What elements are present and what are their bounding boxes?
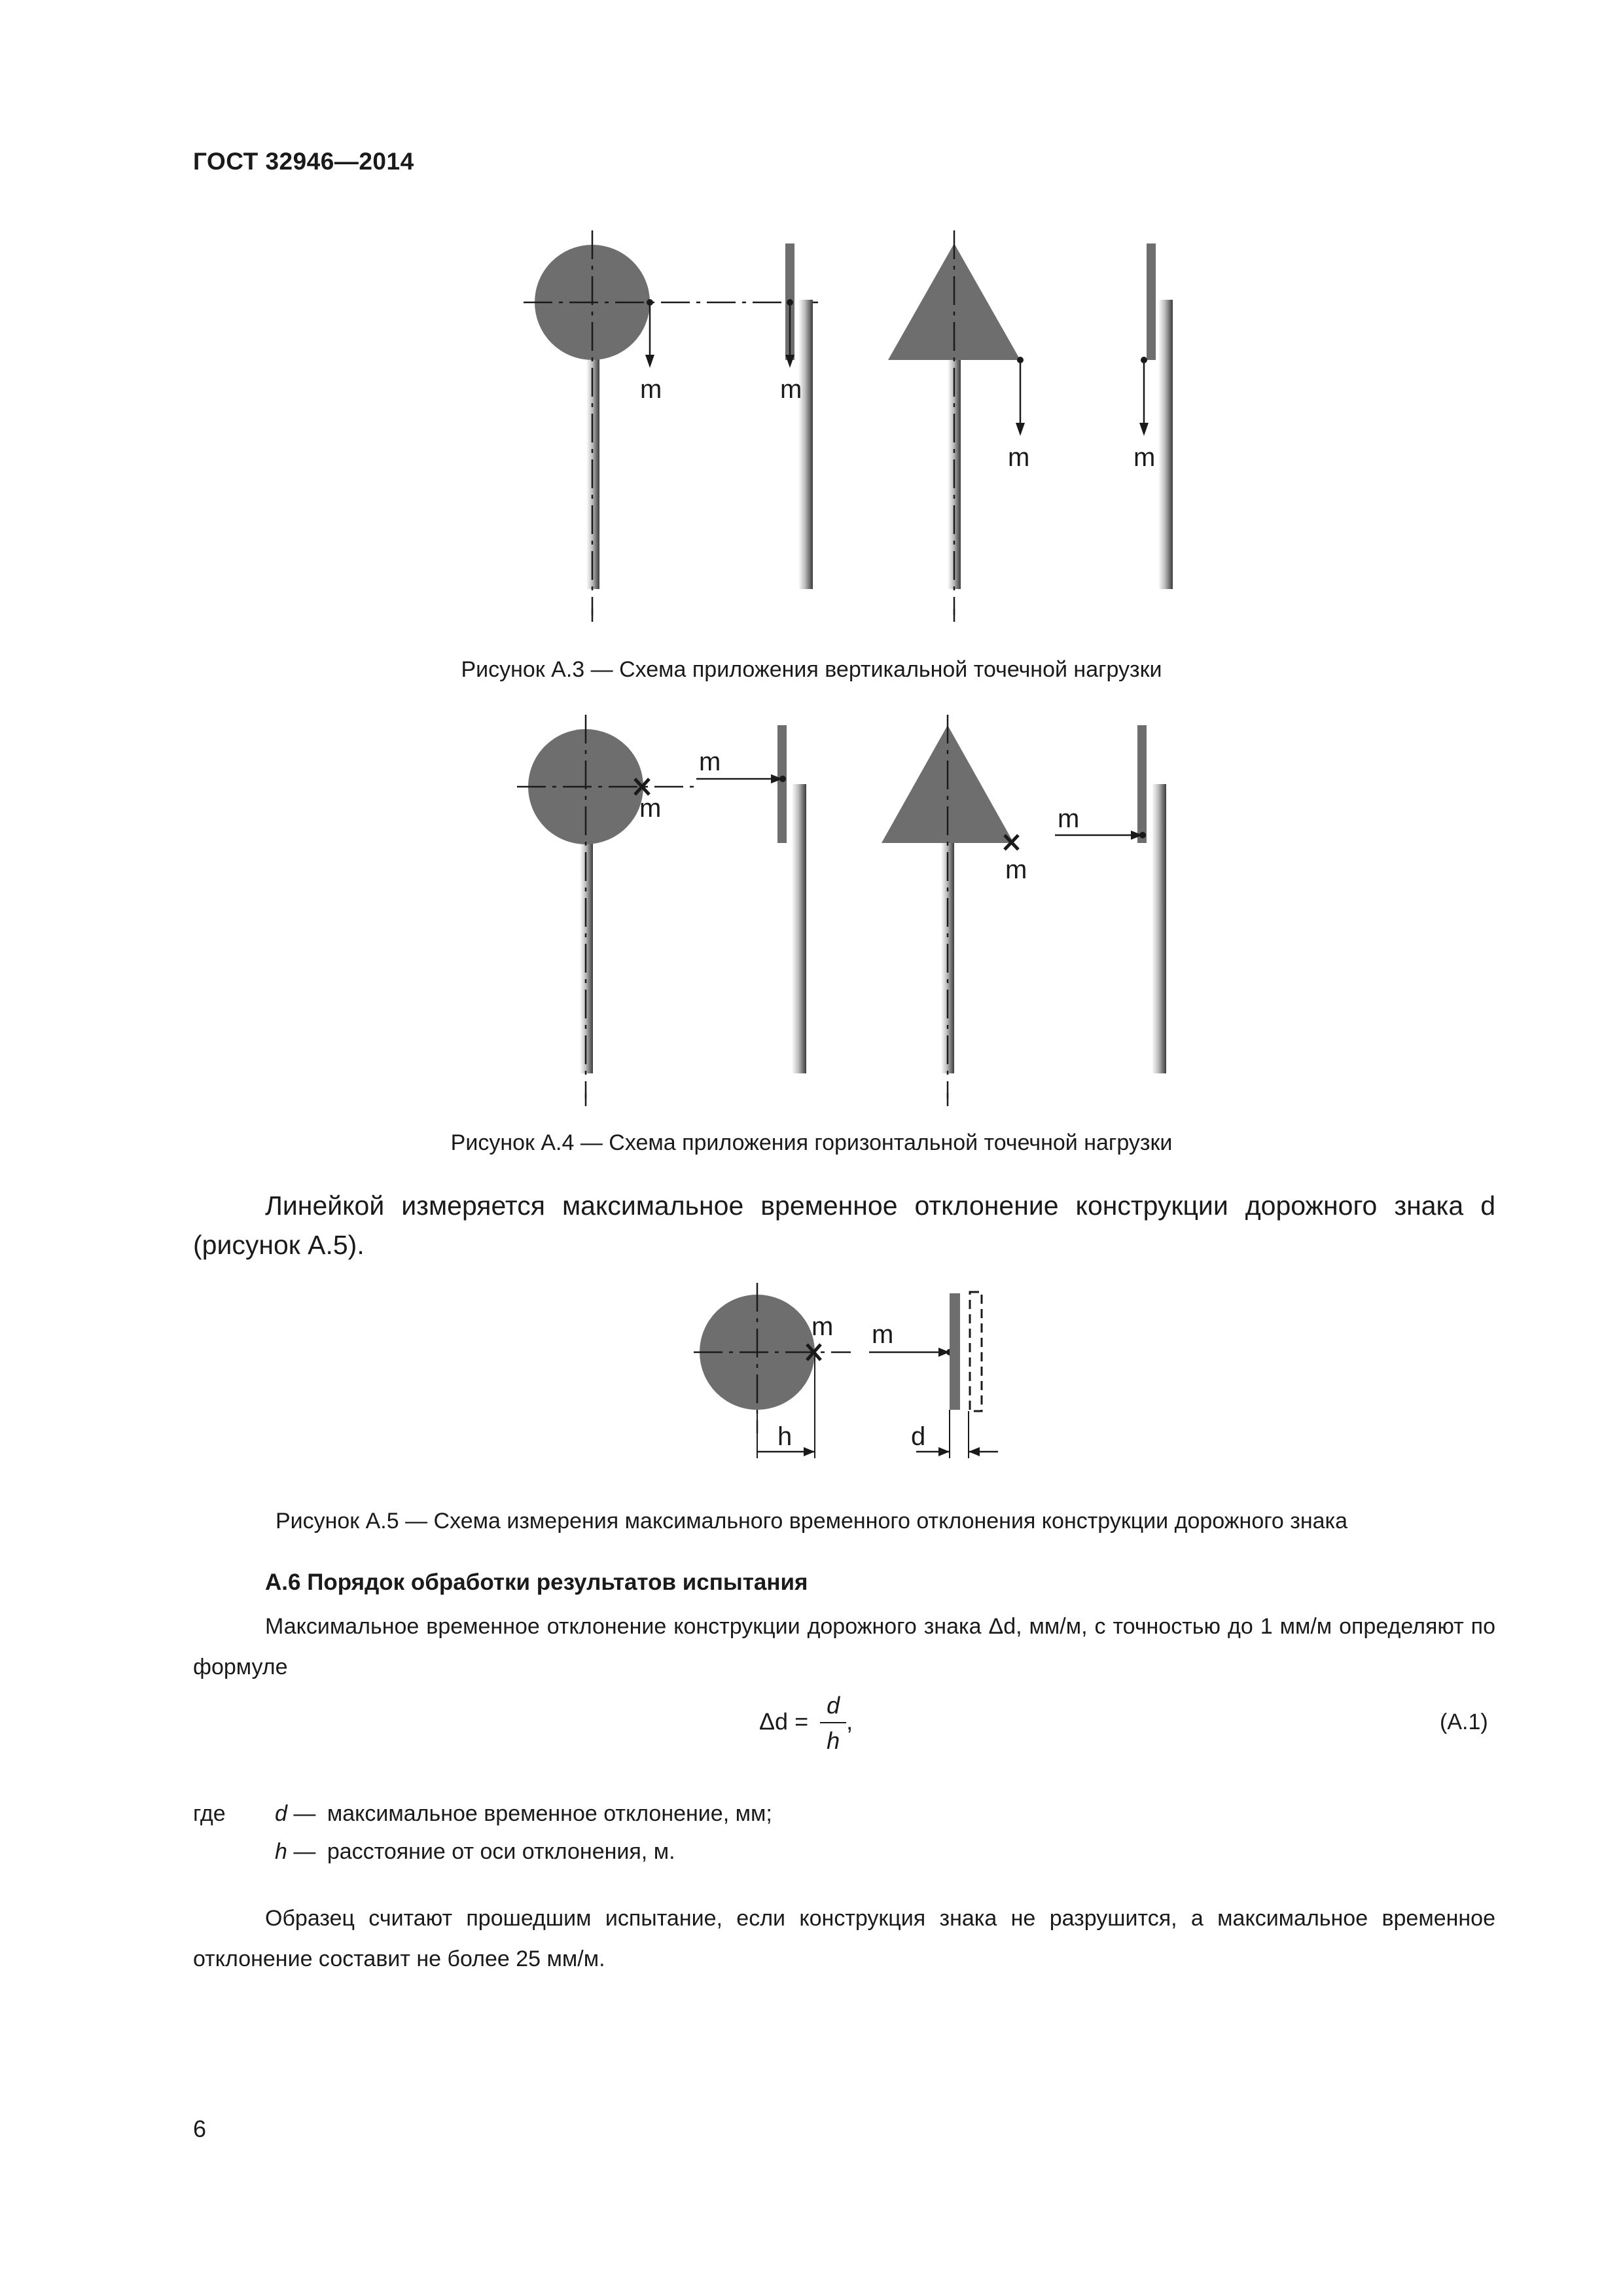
load-label-m: m — [780, 375, 802, 404]
dimension-label-h: h — [777, 1422, 793, 1451]
dimension-label-d: d — [911, 1422, 926, 1451]
pole — [792, 784, 806, 1073]
load-label-m: m — [699, 747, 721, 776]
where-dash: — — [293, 1801, 316, 1826]
figure-a5-caption: Рисунок А.5 — Схема измерения максимального временного отклонения конструкции дорожного знака — [275, 1509, 1348, 1534]
conclusion-paragraph: Образец считают прошедшим испытание, если конструкция знака не разрушится, а максимальное временное отклонение составит не более 25 мм/м. — [193, 1906, 1495, 1971]
document-header: ГОСТ 32946—2014 — [193, 148, 414, 175]
formula — [759, 1692, 853, 1755]
formula-tail: , — [846, 1708, 853, 1735]
load-label-m: m — [639, 794, 662, 823]
load-label-m: m — [872, 1320, 894, 1349]
sign-edge — [777, 725, 787, 843]
figure-a5 — [0, 1276, 1623, 1473]
equation-number: (А.1) — [1440, 1710, 1488, 1734]
load-label-m: m — [1058, 804, 1080, 833]
formula-denominator: h — [827, 1727, 840, 1754]
deflected-position — [970, 1292, 982, 1411]
sign-edge — [1137, 725, 1147, 843]
where-symbol: d — [275, 1801, 287, 1826]
formula-numerator: d — [820, 1692, 846, 1723]
pole — [1152, 784, 1166, 1073]
figure-a4 — [0, 707, 1623, 1113]
sign-edge — [1147, 243, 1156, 360]
pole — [1158, 300, 1173, 589]
section-title: А.6 Порядок обработки результатов испытания — [265, 1570, 808, 1595]
pole — [798, 300, 813, 589]
where-item-h — [275, 1839, 675, 1865]
formula-lhs: Δd = — [759, 1708, 809, 1735]
sign-edge — [950, 1293, 960, 1410]
page-number: 6 — [193, 2115, 207, 2142]
figure-a3 — [0, 223, 1623, 641]
figure-a3-caption: Рисунок А.3 — Схема приложения вертикальной точечной нагрузки — [461, 657, 1162, 682]
load-label-m: m — [812, 1312, 834, 1341]
where-dash: — — [293, 1839, 316, 1864]
figure-a4-caption: Рисунок А.4 — Схема приложения горизонтальной точечной нагрузки — [450, 1130, 1173, 1155]
where-word: где — [193, 1801, 226, 1826]
where-symbol: h — [275, 1839, 287, 1864]
measurement-paragraph: Линейкой измеряется максимальное временное отклонение конструкции дорожного знака d (рисунок А.5). — [193, 1191, 1495, 1260]
section-text: Максимальное временное отклонение конструкции дорожного знака Δd, мм/м, с точностью до 1 мм/м определяют по формуле — [193, 1614, 1495, 1679]
where-text: максимальное временное отклонение, мм; — [327, 1801, 772, 1826]
load-label-m: m — [640, 375, 662, 404]
where-text: расстояние от оси отклонения, м. — [327, 1839, 675, 1864]
load-label-m: m — [1008, 443, 1030, 472]
where-item-d — [275, 1801, 772, 1827]
load-label-m: m — [1005, 855, 1027, 884]
load-label-m: m — [1133, 443, 1156, 472]
formula-fraction — [820, 1692, 846, 1755]
